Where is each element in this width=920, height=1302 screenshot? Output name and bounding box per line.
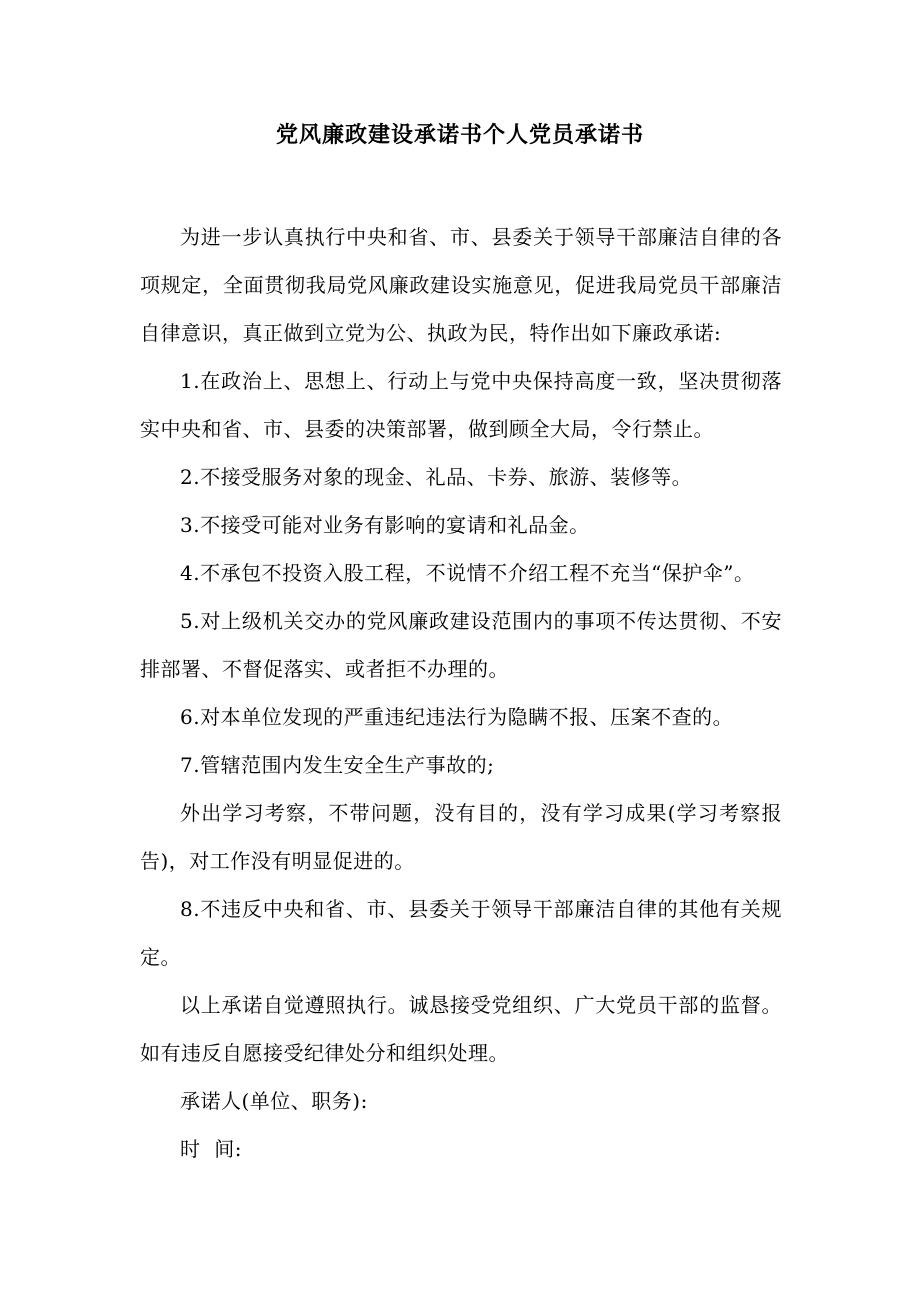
paragraph-item-5: 5.对上级机关交办的党风廉政建设范围内的事项不传达贯彻、不安排部署、不督促落实、或者拒不办理的。 — [140, 609, 782, 681]
paragraph-item-7: 7.管辖范围内发生安全生产事故的; — [180, 753, 495, 777]
paragraph-item-2: 2.不接受服务对象的现金、礼品、卡券、旅游、装修等。 — [180, 465, 693, 489]
signature-line-date: 时 间: — [180, 1137, 242, 1161]
signature-line-promisor: 承诺人(单位、职务): — [180, 1089, 368, 1113]
paragraph-item-6: 6.对本单位发现的严重违纪违法行为隐瞒不报、压案不查的。 — [180, 705, 734, 729]
paragraph-closing: 以上承诺自觉遵照执行。诚恳接受党组织、广大党员干部的监督。如有违反自愿接受纪律处分和组织处理。 — [140, 993, 782, 1065]
paragraph-item-1: 1.在政治上、思想上、行动上与党中央保持高度一致，坚决贯彻落实中央和省、市、县委的决策部署，做到顾全大局，令行禁止。 — [140, 369, 782, 441]
paragraph-intro: 为进一步认真执行中央和省、市、县委关于领导干部廉洁自律的各项规定，全面贯彻我局党风廉政建设实施意见，促进我局党员干部廉洁自律意识，真正做到立党为公、执政为民，特作出如下廉政承诺: — [140, 225, 782, 345]
document-title: 党风廉政建设承诺书个人党员承诺书 — [275, 122, 644, 148]
document-body — [140, 213, 782, 1173]
paragraph-item-8: 8.不违反中央和省、市、县委关于领导干部廉洁自律的其他有关规定。 — [140, 897, 782, 969]
paragraph-item-7-detail: 外出学习考察，不带问题，没有目的，没有学习成果(学习考察报告)，对工作没有明显促进的。 — [140, 801, 782, 873]
paragraph-item-4: 4.不承包不投资入股工程，不说情不介绍工程不充当“保护伞”。 — [180, 561, 755, 585]
paragraph-item-3: 3.不接受可能对业务有影响的宴请和礼品金。 — [180, 513, 590, 537]
